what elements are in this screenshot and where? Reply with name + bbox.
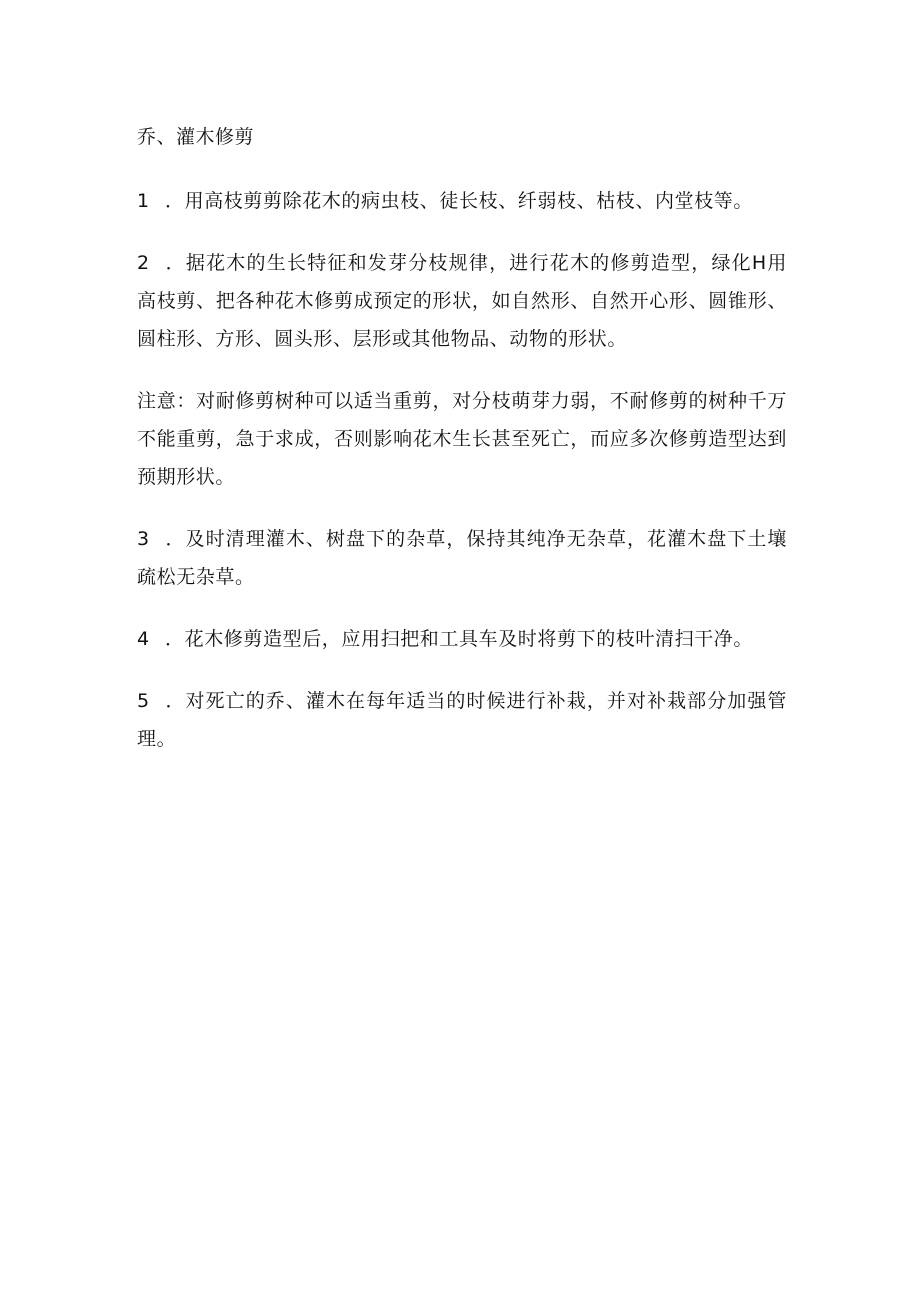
paragraph-number: 4 [137, 628, 150, 650]
document-title: 乔、灌木修剪 [137, 126, 255, 148]
document-body [137, 120, 787, 782]
paragraph-note [137, 382, 787, 496]
paragraph-4 [137, 620, 787, 658]
paragraph-number: 2 [137, 252, 150, 274]
paragraph-number: 3 [137, 528, 150, 550]
paragraph-number: 1 [137, 190, 150, 212]
paragraph-number: 5 [137, 690, 150, 712]
paragraph-text: ．对死亡的乔、灌木在每年适当的时候进行补栽，并对补栽部分加强管理。 [137, 690, 787, 750]
paragraph-3 [137, 520, 787, 596]
paragraph-2 [137, 244, 787, 358]
paragraph-text: 注意：对耐修剪树种可以适当重剪，对分枝萌芽力弱，不耐修剪的树种千万不能重剪，急于求成，否则影响花木生长甚至死亡，而应多次修剪造型达到预期形状。 [137, 390, 787, 488]
paragraph-text: ．据花木的生长特征和发芽分枝规律，进行花木的修剪造型，绿化H用高枝剪、把各种花木修剪成预定的形状，如自然形、自然开心形、圆锥形、圆柱形、方形、圆头形、层形或其他物品、动物的形状。 [137, 252, 787, 350]
paragraph-text: ．花木修剪造型后，应用扫把和工具车及时将剪下的枝叶清扫干净。 [165, 628, 754, 650]
paragraph-text: ．及时清理灌木、树盘下的杂草，保持其纯净无杂草，花灌木盘下土壤疏松无杂草。 [137, 528, 787, 588]
paragraph-text: ．用高枝剪剪除花木的病虫枝、徒长枝、纤弱枝、枯枝、内堂枝等。 [165, 190, 754, 212]
paragraph-5 [137, 682, 787, 758]
paragraph-1 [137, 182, 787, 220]
